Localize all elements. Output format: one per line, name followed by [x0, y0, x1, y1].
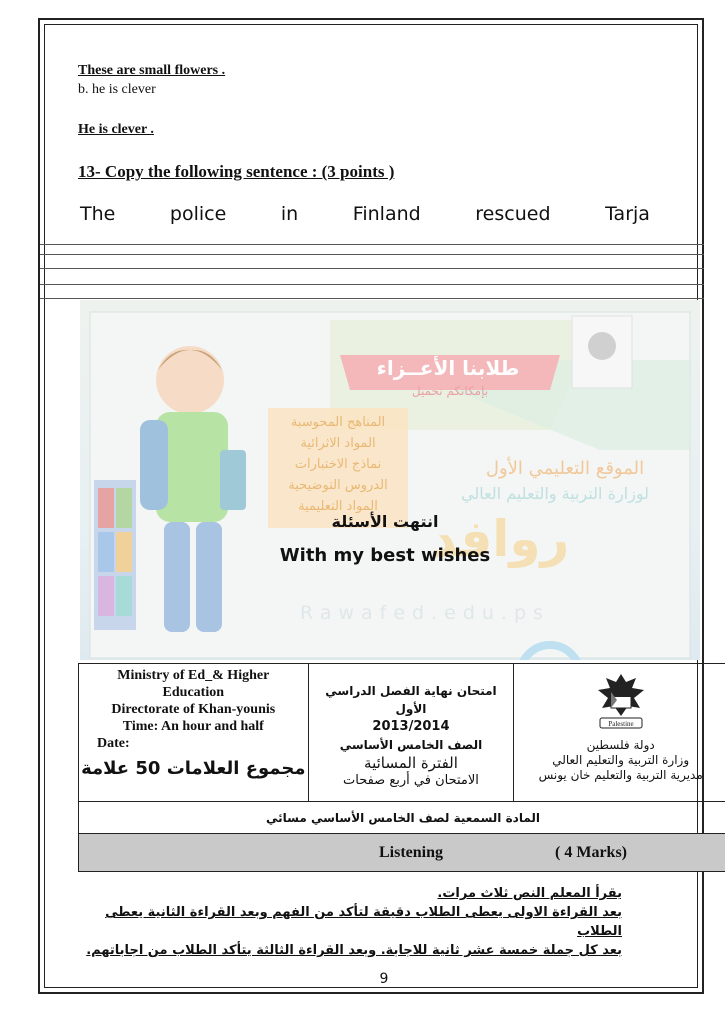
writing-line	[40, 254, 704, 255]
header-center-cell	[308, 664, 514, 802]
page-number: 9	[379, 971, 389, 987]
sentence-word: police	[169, 203, 227, 225]
section-marks: ( 4 Marks)	[555, 843, 627, 861]
copy-sentence	[80, 203, 650, 225]
banner-heading: طلابنا الأعــزاء	[376, 356, 520, 380]
header-right-cell	[514, 664, 725, 802]
total-marks: مجموع العلامات 50 علامة	[81, 758, 306, 779]
banner-list-item: المواد الاثرائية	[300, 436, 376, 451]
banner-list-item: المناهج المحوسبة	[290, 415, 386, 430]
ministry-line: Ministry of Ed_& Higher	[117, 668, 270, 683]
instruction-line: بعد كل جملة خمسة عشر ثانية للاجابة. وبعد القراءة الثالثة يتأكد الطلاب من اجاباتهم.	[86, 943, 622, 958]
instruction-line: بعد القراءة الاولى يعطى الطلاب دقيقة لتأكد من الفهم وبعد القراءة الثانية يعطى الطلاب	[105, 905, 622, 939]
banner-site-line-1: الموقع التعليمي الأول	[485, 458, 645, 479]
instruction-line: يقرأ المعلم النص ثلاث مرات.	[437, 886, 622, 901]
exam-year: 2013/2014	[372, 719, 450, 734]
sentence-word: in	[280, 203, 299, 225]
ministry-name-ar: وزارة التربية والتعليم العالي	[552, 753, 690, 767]
watermark-banner	[80, 300, 700, 660]
answer-line-1: These are small flowers .	[78, 63, 226, 78]
banner-list-item: الدروس التوضيحية	[288, 478, 388, 493]
exam-header	[78, 663, 725, 872]
listening-instructions	[80, 884, 622, 960]
emblem-label: Palestine	[608, 720, 634, 728]
banner-list	[268, 412, 408, 517]
subject-line: المادة السمعية لصف الخامس الأساسي مسائي	[79, 802, 725, 834]
banner-logo-text: روافد	[430, 510, 570, 568]
writing-line	[40, 298, 704, 299]
banner-subheading: بإمكانكم تحميل	[411, 384, 489, 398]
palestine-emblem-icon	[590, 670, 652, 734]
banner-list-item: نماذج الاختبارات	[294, 457, 382, 472]
end-of-questions: انتهت الأسئلة	[331, 512, 439, 531]
sentence-word: The	[80, 203, 116, 225]
best-wishes: With my best wishes	[279, 545, 491, 566]
ministry-line: Education	[162, 685, 225, 700]
exam-pages: الامتحان في أربع صفحات	[343, 773, 479, 788]
answer-line-3: He is clever .	[78, 122, 154, 137]
exam-title: امتحان نهاية الفصل الدراسي الأول	[325, 684, 497, 716]
time-line: Time: An hour and half	[122, 719, 264, 734]
date-line: Date:	[97, 736, 130, 751]
writing-line	[40, 244, 704, 245]
sentence-word: rescued	[475, 203, 551, 225]
listening-section-bar	[79, 834, 725, 872]
directorate-line: Directorate of Khan-younis	[111, 702, 276, 717]
header-left-cell	[79, 664, 309, 802]
directorate-name-ar: مديرية التربية والتعليم خان يونس	[538, 768, 703, 782]
banner-site-line-2: لوزارة التربية والتعليم العالي	[460, 484, 649, 503]
question-13-title: 13- Copy the following sentence : (3 points )	[78, 162, 395, 181]
exam-grade: الصف الخامس الأساسي	[339, 738, 483, 752]
writing-line	[40, 268, 704, 269]
section-label: Listening	[379, 843, 444, 861]
answer-line-2: b. he is clever	[78, 82, 156, 97]
sentence-word: Finland	[352, 203, 421, 225]
writing-line	[40, 284, 704, 285]
sentence-word: Tarja	[605, 203, 650, 225]
banner-url: Rawafed.edu.ps	[300, 602, 550, 624]
exam-period: الفترة المسائية	[364, 754, 458, 772]
banner-list-item: المواد التعليمية	[298, 499, 378, 514]
state-name: دولة فلسطين	[586, 738, 655, 752]
